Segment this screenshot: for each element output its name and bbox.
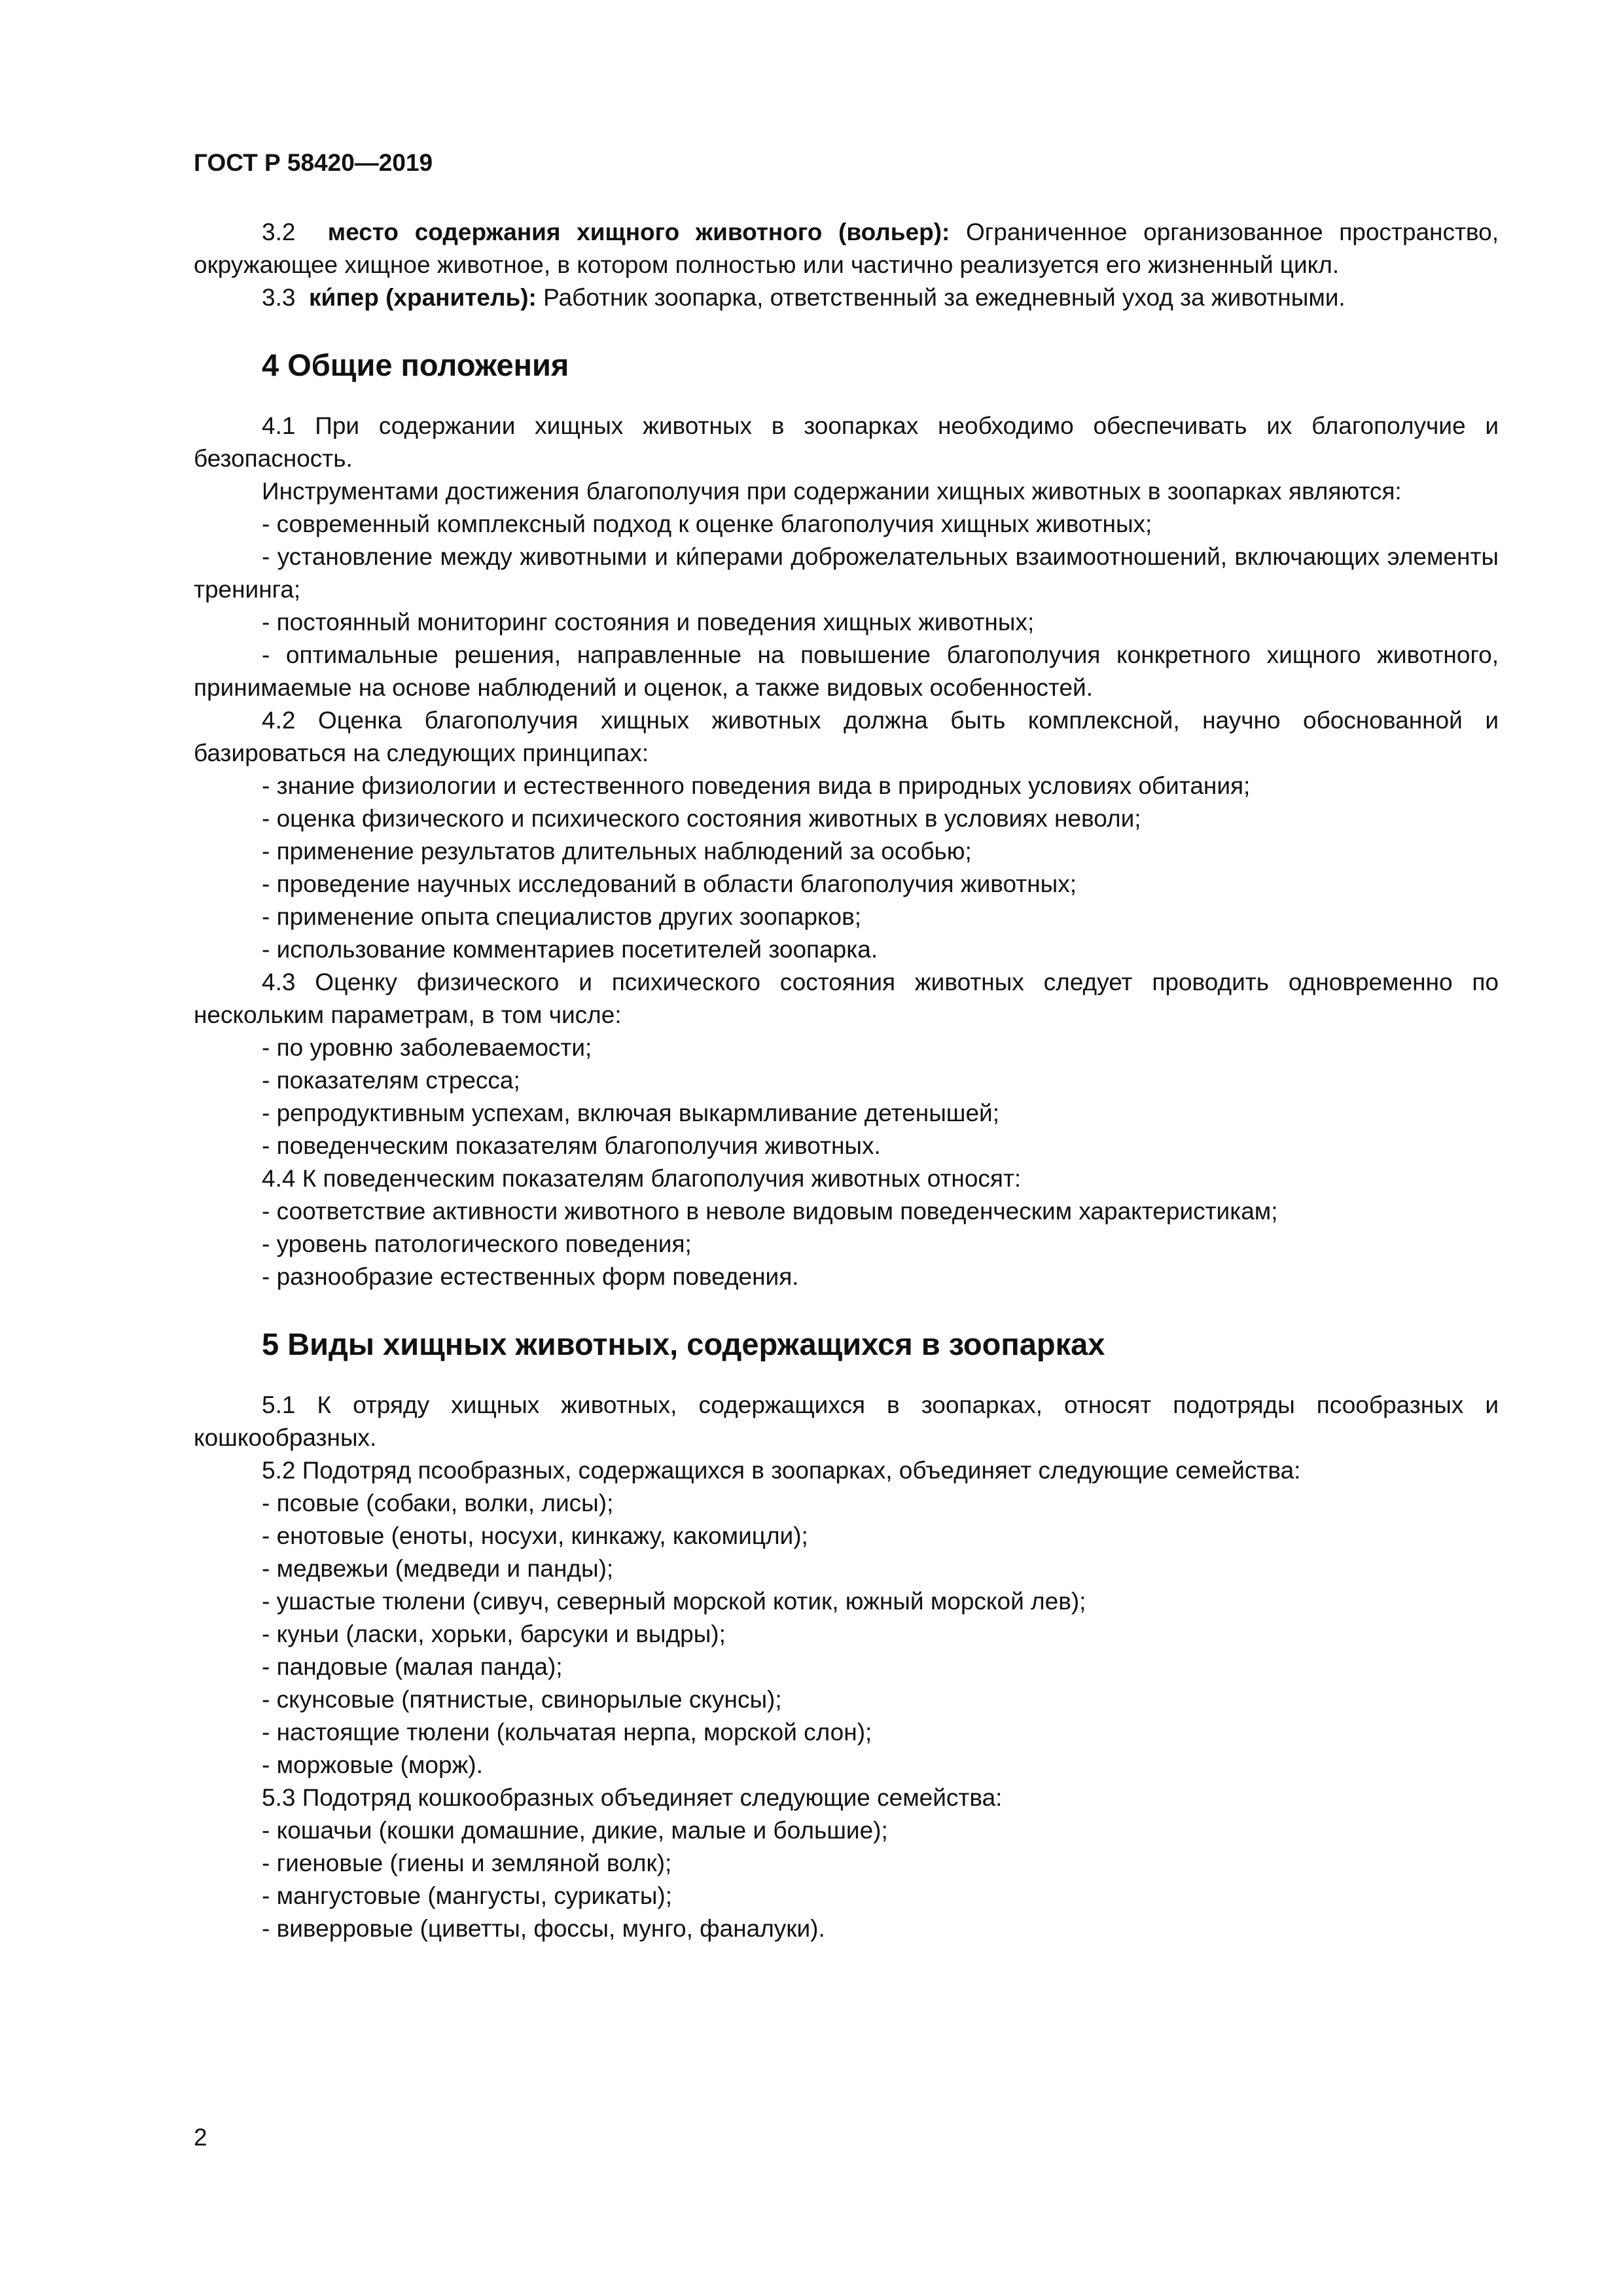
list-item: - оценка физического и психического состояния животных в условиях неволи; [262, 805, 1141, 832]
list-item: - постоянный мониторинг состояния и поведения хищных животных; [262, 609, 1035, 636]
list-item: - по уровню заболеваемости; [262, 1034, 592, 1061]
list-item: - современный комплексный подход к оценке благополучия хищных животных; [262, 511, 1152, 537]
list-item: - разнообразие естественных форм поведения. [262, 1263, 799, 1290]
list-item: - мангустовые (мангусты, сурикаты); [262, 1882, 673, 1909]
list-item: - гиеновые (гиены и земляной волк); [262, 1850, 672, 1876]
definition-term: место содержания хищного животного (вольер): [327, 219, 950, 245]
list-item: - проведение научных исследований в области благополучия животных; [262, 870, 1077, 897]
page-content [194, 216, 1499, 1945]
paragraph-4-2: 4.2 Оценка благополучия хищных животных должна быть комплексной, научно обоснованной и базироваться на следующих принципах: [194, 707, 1499, 766]
page-number: 2 [194, 2124, 207, 2151]
paragraph-5-1: 5.1 К отряду хищных животных, содержащихся в зоопарках, относят подотряды псообразных и кошкообразных. [194, 1391, 1499, 1451]
list-item: - ушастые тюлени (сивуч, северный морской котик, южный морской лев); [262, 1588, 1086, 1615]
list-item: - псовые (собаки, волки, лисы); [262, 1490, 614, 1516]
definition-text: Ограниченное организованное пространство, окружающее хищное животное, в котором полностью или частично реализуется его жизненный цикл. [194, 219, 1499, 278]
list-item: - поведенческим показателям благополучия животных. [262, 1132, 881, 1159]
list-item: - енотовые (еноты, носухи, кинкажу, какомицли); [262, 1522, 808, 1549]
definition-3-3 [194, 281, 1499, 314]
list-item: - применение результатов длительных наблюдений за особью; [262, 838, 972, 865]
list-item: - куньи (ласки, хорьки, барсуки и выдры); [262, 1621, 726, 1647]
list-item: - установление между животными и ки́перами доброжелательных взаимоотношений, включающих элементы тренинга; [194, 543, 1499, 603]
list-item: - настоящие тюлени (кольчатая нерпа, морской слон); [262, 1719, 872, 1746]
section-5-heading: 5 Виды хищных животных, содержащихся в зоопарках [262, 1327, 1105, 1361]
paragraph-4-3: 4.3 Оценку физического и психического состояния животных следует проводить одновременно по нескольким параметрам, в том числе: [194, 969, 1499, 1028]
standard-header: ГОСТ Р 58420—2019 [194, 149, 433, 176]
list-item: - оптимальные решения, направленные на повышение благополучия конкретного хищного животного, принимаемые на основе наблюдений и оценок, а также видовых особенностей. [194, 641, 1499, 701]
definition-text: Работник зоопарка, ответственный за ежедневный уход за животными. [543, 284, 1346, 311]
list-item: - скунсовые (пятнистые, свинорылые скунсы); [262, 1686, 782, 1713]
list-item: - уровень патологического поведения; [262, 1230, 692, 1257]
list-item: - виверровые (циветты, фоссы, мунго, фаналуки). [262, 1915, 825, 1942]
definition-term: ки́пер (хранитель): [309, 284, 537, 311]
definition-number: 3.2 [262, 219, 296, 245]
list-item: - репродуктивным успехам, включая выкармливание детенышей; [262, 1100, 1000, 1126]
list-item: - знание физиологии и естественного поведения вида в природных условиях обитания; [262, 772, 1251, 799]
list-item: - соответствие активности животного в неволе видовым поведенческим характеристикам; [262, 1198, 1278, 1225]
paragraph-4-1-tools: Инструментами достижения благополучия при содержании хищных животных в зоопарках являются: [262, 478, 1402, 505]
list-item: - моржовые (морж). [262, 1751, 483, 1778]
list-item: - медвежьи (медведи и панды); [262, 1555, 614, 1582]
paragraph-5-3: 5.3 Подотряд кошкообразных объединяет следующие семейства: [262, 1784, 1003, 1811]
list-item: - показателям стресса; [262, 1067, 520, 1094]
list-item: - использование комментариев посетителей зоопарка. [262, 936, 878, 963]
section-4-heading: 4 Общие положения [262, 348, 569, 382]
list-item: - применение опыта специалистов других зоопарков; [262, 903, 862, 930]
definition-number: 3.3 [262, 284, 296, 311]
list-item: - кошачьи (кошки домашние, дикие, малые и большие); [262, 1817, 888, 1844]
list-item: - пандовые (малая панда); [262, 1653, 563, 1680]
paragraph-4-1: 4.1 При содержании хищных животных в зоопарках необходимо обеспечивать их благополучие и безопасность. [194, 412, 1499, 472]
paragraph-5-2: 5.2 Подотряд псообразных, содержащихся в зоопарках, объединяет следующие семейства: [262, 1457, 1301, 1484]
paragraph-4-4: 4.4 К поведенческим показателям благополучия животных относят: [262, 1165, 1022, 1192]
definition-3-2 [194, 216, 1499, 281]
